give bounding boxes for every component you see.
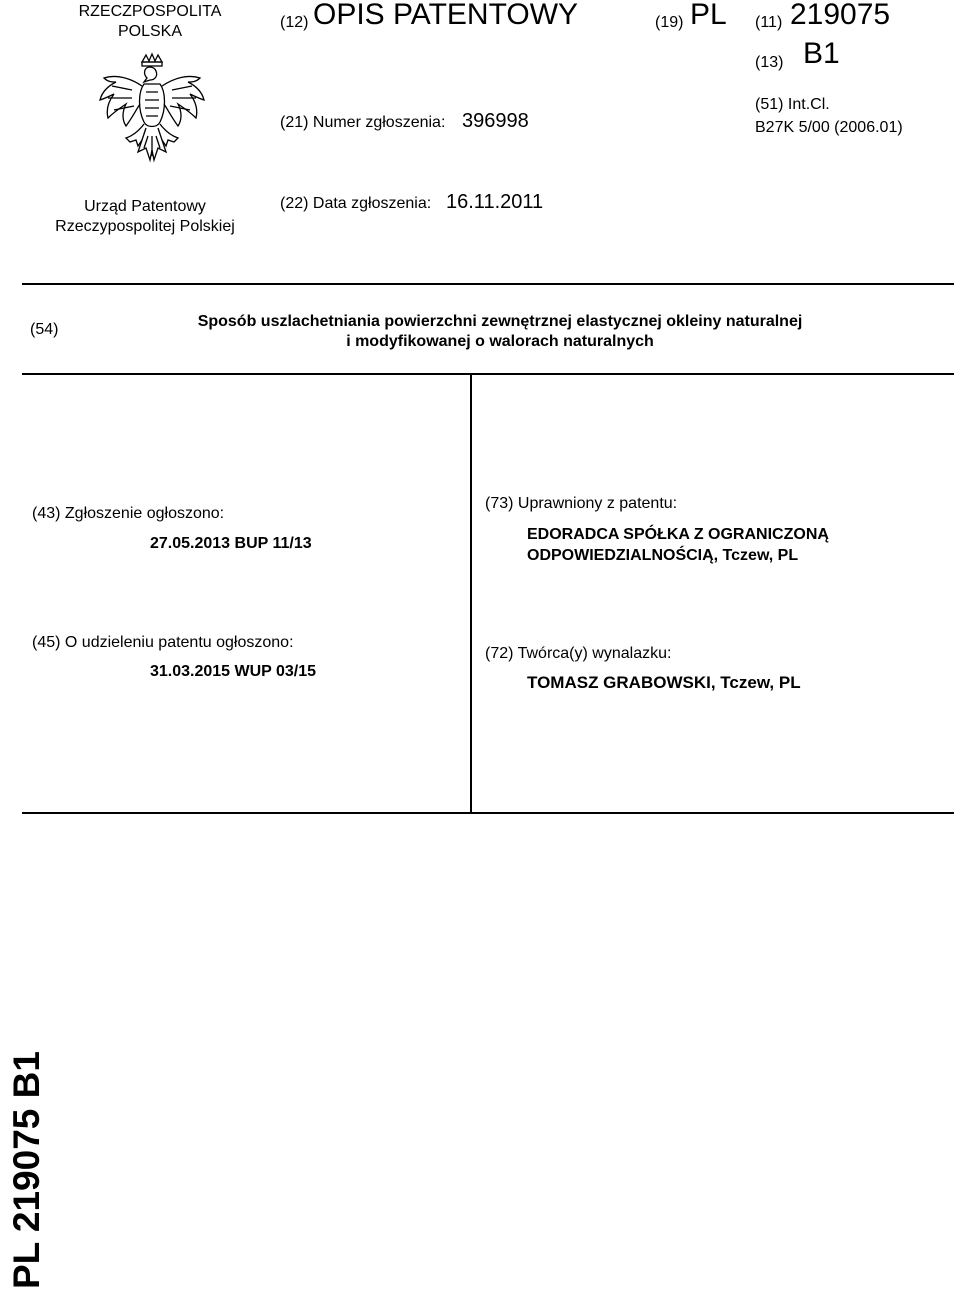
code-13: (13)	[755, 54, 784, 71]
country-code: PL	[690, 0, 727, 31]
country-line1: RZECZPOSPOLITA	[78, 3, 222, 20]
title-line2: i modyfikowanej o walorach naturalnych	[346, 333, 654, 350]
divider-bottom	[22, 373, 954, 375]
patent-title	[105, 312, 895, 352]
filing-date-label: (22) Data zgłoszenia:	[280, 195, 432, 212]
grant-value: 31.03.2015 WUP 03/15	[150, 663, 317, 680]
inventor-label: (72) Twórca(y) wynalazku:	[485, 645, 672, 662]
column-divider	[470, 374, 472, 814]
kind-code: B1	[803, 37, 840, 70]
int-cl-label: (51) Int.Cl.	[755, 96, 830, 113]
code-11: (11)	[755, 14, 783, 31]
patent-office-name	[45, 197, 245, 237]
country-line2: POLSKA	[117, 23, 183, 40]
patent-number: 219075	[790, 0, 891, 31]
country-name	[50, 2, 250, 42]
title-line1: Sposób uszlachetniania powierzchni zewnętrznej elastycznej okleiny naturalnej	[197, 313, 803, 330]
int-cl-value: B27K 5/00 (2006.01)	[755, 119, 903, 136]
side-patent-label: PL 219075 B1	[6, 1051, 47, 1289]
divider-top	[22, 283, 954, 285]
application-number-label: (21) Numer zgłoszenia:	[280, 114, 446, 131]
polish-eagle-emblem	[92, 52, 212, 182]
divider-box-bottom	[22, 812, 954, 814]
publication-label: (43) Zgłoszenie ogłoszono:	[32, 505, 225, 522]
inventor-value: TOMASZ GRABOWSKI, Tczew, PL	[527, 673, 801, 692]
owner-line1: EDORADCA SPÓŁKA Z OGRANICZONĄ	[527, 526, 829, 543]
filing-date: 16.11.2011	[446, 191, 544, 213]
code-54: (54)	[30, 321, 59, 338]
owner-label: (73) Uprawniony z patentu:	[485, 495, 678, 512]
code-19: (19)	[655, 14, 684, 31]
owner-name	[527, 524, 829, 566]
code-12: (12)	[280, 14, 309, 31]
publication-value: 27.05.2013 BUP 11/13	[150, 535, 312, 552]
office-line1: Urząd Patentowy	[84, 198, 206, 215]
owner-line2: ODPOWIEDZIALNOŚCIĄ, Tczew, PL	[527, 547, 799, 564]
application-number: 396998	[462, 110, 529, 132]
office-line2: Rzeczypospolitej Polskiej	[55, 218, 235, 235]
document-type: OPIS PATENTOWY	[313, 0, 579, 31]
grant-label: (45) O udzieleniu patentu ogłoszono:	[32, 634, 294, 651]
